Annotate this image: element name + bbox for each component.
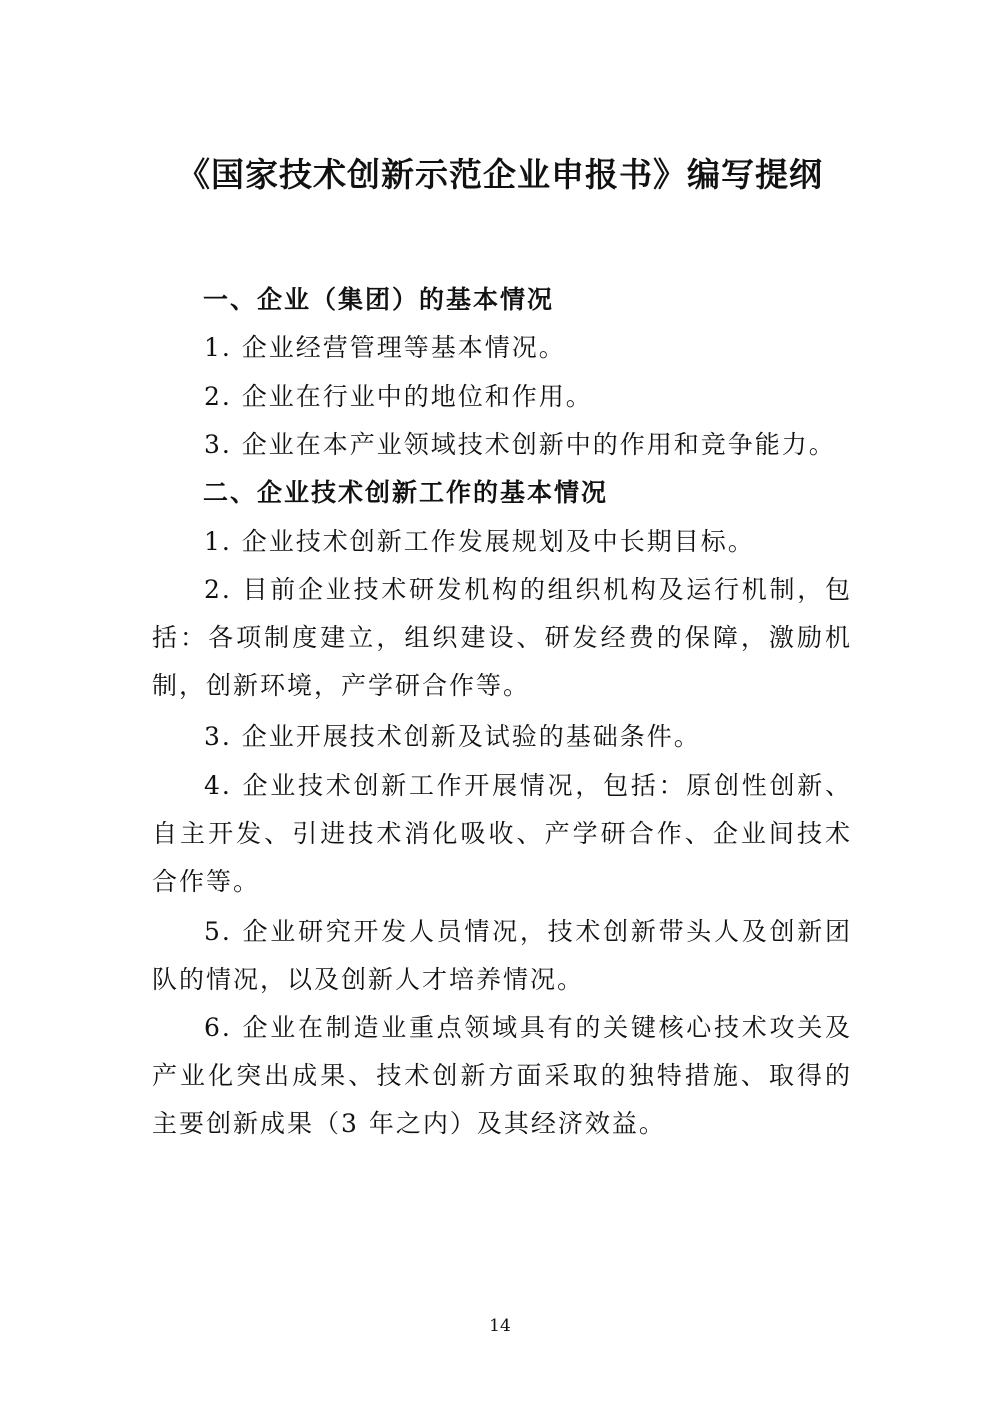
section-2-item-5: 5. 企业研究开发人员情况，技术创新带头人及创新团队的情况，以及创新人才培养情况。 xyxy=(152,917,852,994)
section-heading-1: 一、企业（集团）的基本情况 xyxy=(203,285,555,314)
section-2-item-1: 1. 企业技术创新工作发展规划及中长期目标。 xyxy=(204,527,755,556)
page-number: 14 xyxy=(489,1316,511,1336)
section-2-item-4: 4. 企业技术创新工作开展情况，包括：原创性创新、自主开发、引进技术消化吸收、产学研合作、企业间技术合作等。 xyxy=(152,771,852,896)
section-1-item-3: 3. 企业在本产业领域技术创新中的作用和竞争能力。 xyxy=(204,430,836,459)
section-heading-2: 二、企业技术创新工作的基本情况 xyxy=(203,478,609,507)
section-2-item-6: 6. 企业在制造业重点领域具有的关键核心技术攻关及产业化突出成果、技术创新方面采取的独特措施、取得的主要创新成果（3 年之内）及其经济效益。 xyxy=(152,1013,852,1138)
section-1-item-1: 1. 企业经营管理等基本情况。 xyxy=(204,333,566,362)
section-1-item-2: 2. 企业在行业中的地位和作用。 xyxy=(204,382,593,411)
section-2-item-2: 2. 目前企业技术研发机构的组织机构及运行机制，包括：各项制度建立，组织建设、研发经费的保障，激励机制，创新环境，产学研合作等。 xyxy=(152,575,852,700)
document-title: 《国家技术创新示范企业申报书》编写提纲 xyxy=(177,155,823,194)
section-2-item-3: 3. 企业开展技术创新及试验的基础条件。 xyxy=(204,722,701,751)
